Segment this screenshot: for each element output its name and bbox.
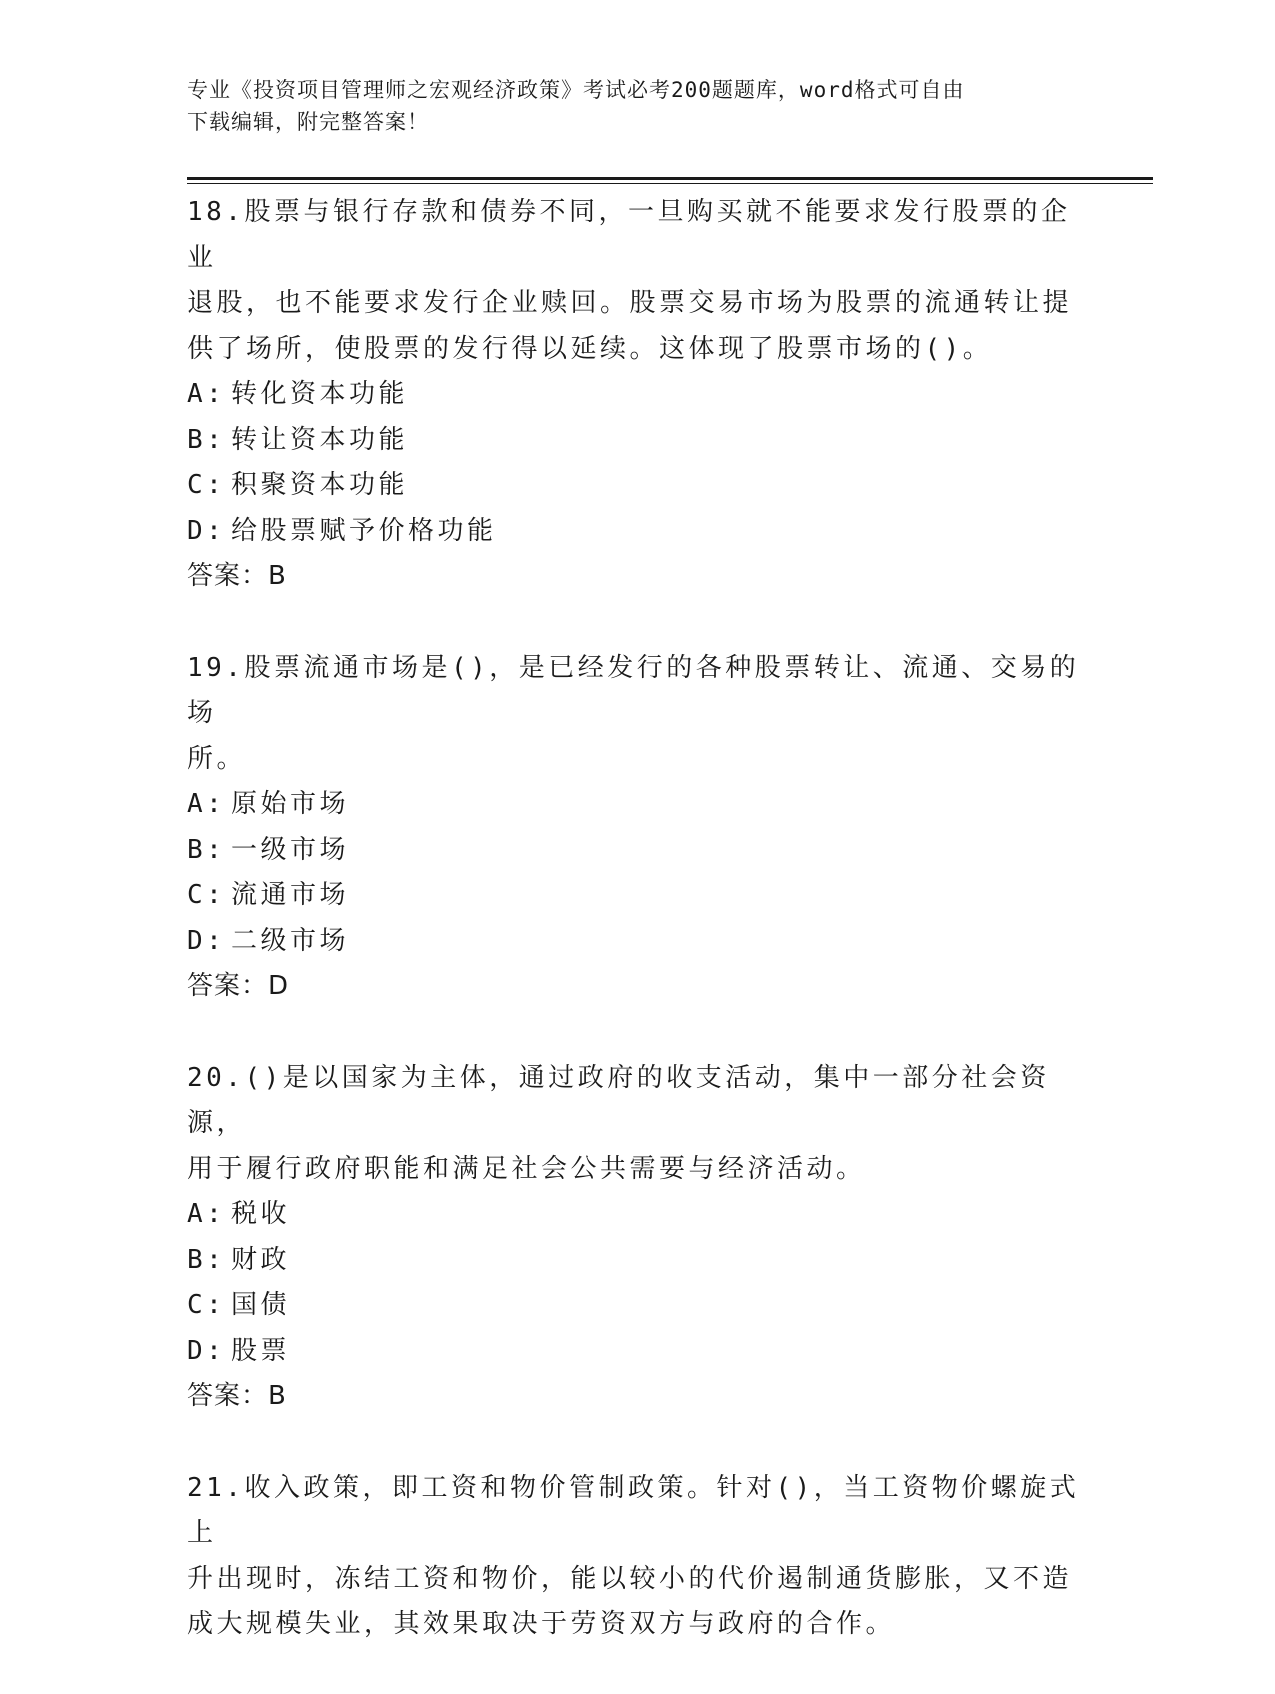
answer-line: 答案：B	[187, 1381, 287, 1411]
option-text: 积聚资本功能	[231, 470, 409, 500]
option-letter: B:	[187, 424, 226, 455]
option-c	[187, 873, 1087, 919]
question-stem-line: 所。	[187, 743, 247, 774]
question-stem-line: 退股，也不能要求发行企业赎回。股票交易市场为股票的流通转让提	[187, 288, 1073, 318]
option-text: 一级市场	[231, 834, 350, 865]
question-21	[187, 1466, 1087, 1648]
option-letter: A:	[187, 379, 226, 409]
question-19	[187, 646, 1087, 1010]
option-text: 转让资本功能	[231, 424, 409, 455]
option-letter: B:	[187, 834, 226, 865]
option-a	[187, 372, 1087, 418]
option-d	[187, 509, 1087, 555]
option-d	[187, 919, 1087, 965]
question-18	[187, 190, 1087, 600]
option-letter: D:	[187, 515, 226, 546]
option-c	[187, 1283, 1087, 1329]
question-stem-line: 20.()是以国家为主体，通过政府的收支活动，集中一部分社会资源，	[187, 1062, 1050, 1138]
option-a	[187, 782, 1087, 828]
header-line-1: 专业《投资项目管理师之宏观经济政策》考试必考200题题库，word格式可自由	[187, 78, 965, 102]
option-letter: B:	[187, 1244, 226, 1275]
option-text: 股票	[231, 1335, 291, 1366]
option-text: 给股票赋予价格功能	[231, 515, 497, 546]
document-header	[187, 74, 1067, 138]
question-stem-line: 18.股票与银行存款和债券不同，一旦购买就不能要求发行股票的企业	[187, 197, 1071, 273]
option-text: 税收	[231, 1199, 291, 1229]
header-divider-thick	[187, 177, 1153, 180]
question-list	[187, 190, 1087, 1694]
option-text: 流通市场	[231, 880, 350, 910]
option-letter: C:	[187, 1290, 226, 1320]
option-b	[187, 828, 1087, 874]
question-20	[187, 1056, 1087, 1420]
option-letter: D:	[187, 1335, 226, 1366]
question-stem-line: 19.股票流通市场是()，是已经发行的各种股票转让、流通、交易的场	[187, 652, 1080, 728]
option-text: 二级市场	[231, 925, 350, 956]
option-letter: A:	[187, 1199, 226, 1229]
header-divider-thin	[187, 183, 1153, 184]
option-b	[187, 1238, 1087, 1284]
option-text: 国债	[231, 1290, 291, 1320]
option-d	[187, 1329, 1087, 1375]
answer-line: 答案：D	[187, 971, 290, 1001]
question-stem-line: 用于履行政府职能和满足社会公共需要与经济活动。	[187, 1153, 866, 1184]
option-b	[187, 418, 1087, 464]
option-text: 原始市场	[231, 789, 350, 819]
question-stem-line: 升出现时，冻结工资和物价，能以较小的代价遏制通货膨胀，又不造	[187, 1563, 1073, 1594]
question-stem-line: 21.收入政策，即工资和物价管制政策。针对()，当工资物价螺旋式上	[187, 1472, 1080, 1548]
option-letter: C:	[187, 880, 226, 910]
option-c	[187, 463, 1087, 509]
option-letter: C:	[187, 470, 226, 500]
option-a	[187, 1192, 1087, 1238]
question-stem-line: 供了场所，使股票的发行得以延续。这体现了股票市场的()。	[187, 333, 993, 364]
header-line-2: 下载编辑，附完整答案！	[187, 110, 429, 134]
option-letter: D:	[187, 925, 226, 956]
option-text: 财政	[231, 1244, 291, 1275]
answer-line: 答案：B	[187, 561, 287, 591]
option-letter: A:	[187, 789, 226, 819]
question-stem-line: 成大规模失业，其效果取决于劳资双方与政府的合作。	[187, 1609, 896, 1639]
option-text: 转化资本功能	[231, 379, 409, 409]
